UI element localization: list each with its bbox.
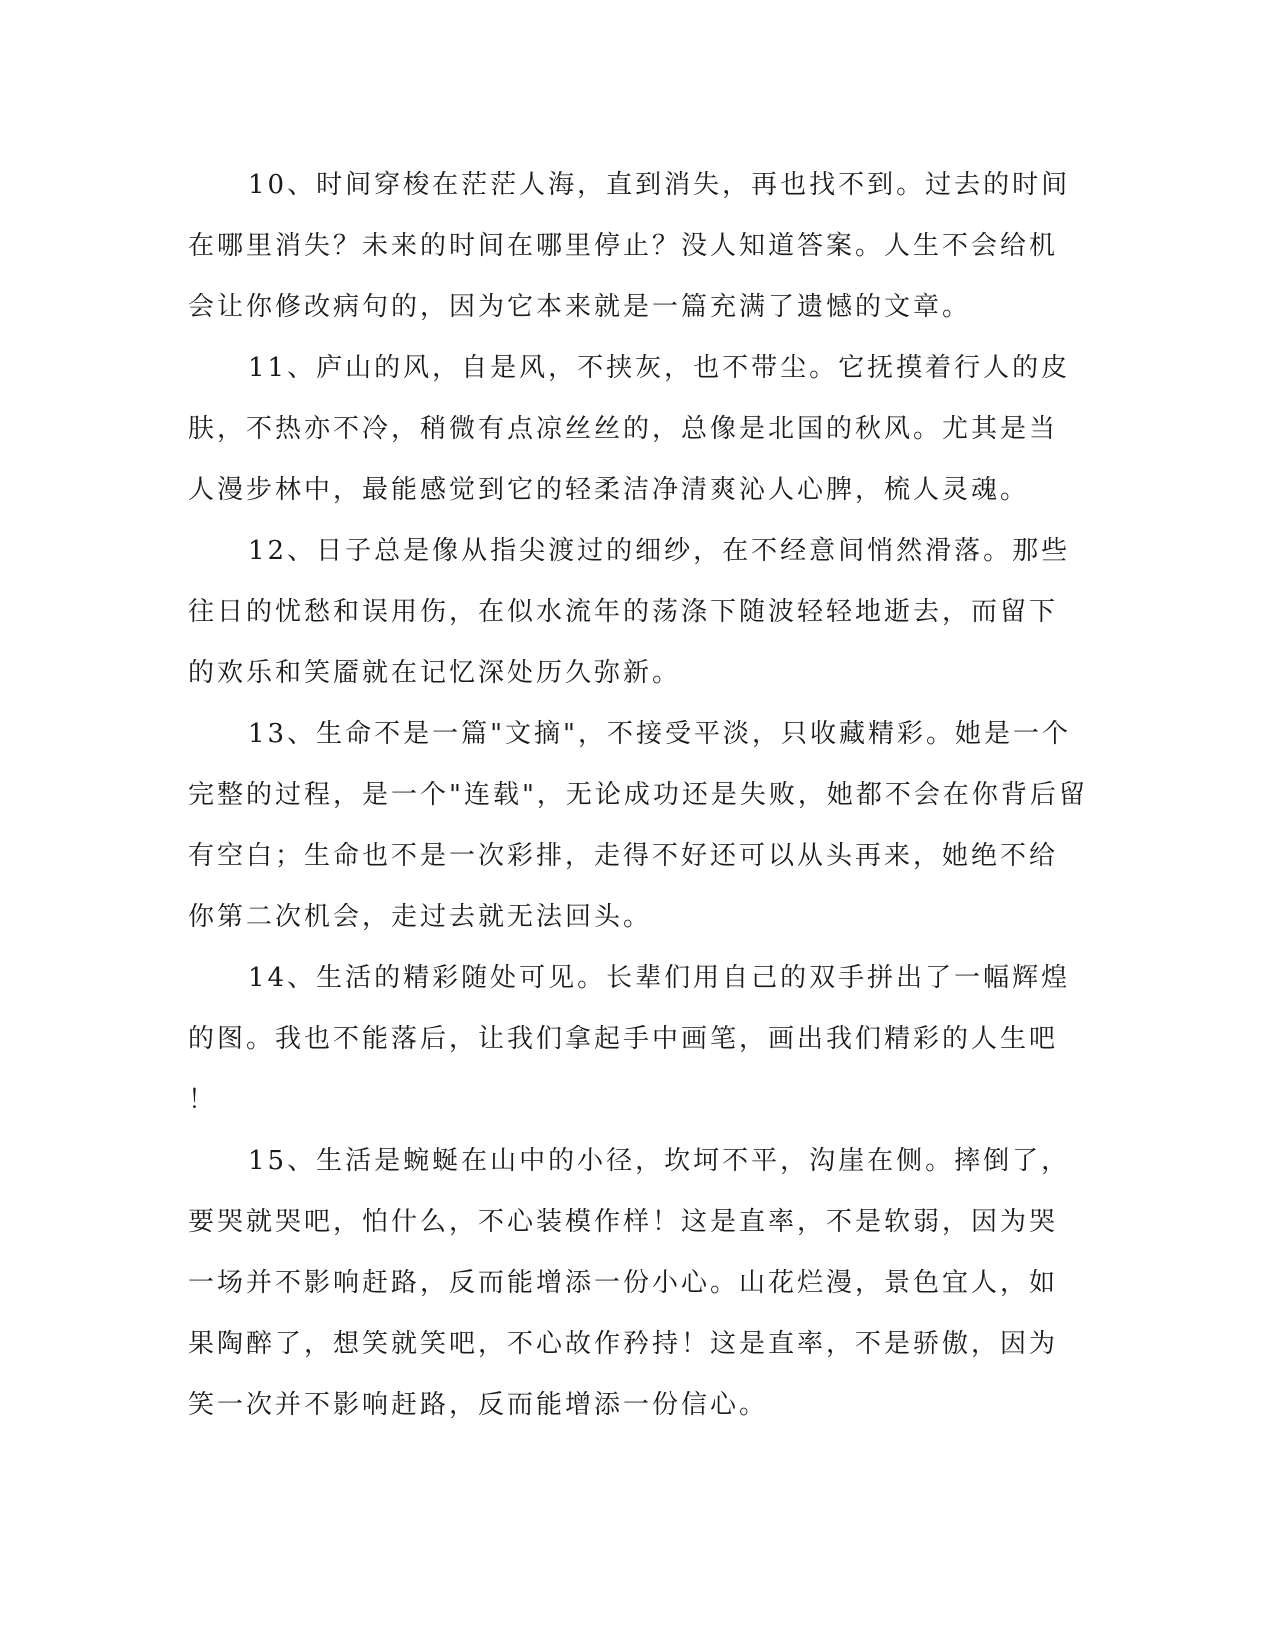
paragraph-line: 会让你修改病句的，因为它本来就是一篇充满了遗憾的文章。 (188, 292, 972, 322)
paragraph-15 (188, 1131, 1071, 1436)
paragraph-line: 11、庐山的风，自是风，不挟灰，也不带尘。它抚摸着行人的皮 (248, 353, 1071, 383)
paragraph-line: 15、生活是蜿蜒在山中的小径，坎坷不平，沟崖在侧。摔倒了， (248, 1146, 1071, 1176)
paragraph-line: 的图。我也不能落后，让我们拿起手中画笔，画出我们精彩的人生吧 (188, 1024, 1059, 1054)
paragraph-line: 一场并不影响赶路，反而能增添一份小心。山花烂漫，景色宜人，如 (188, 1268, 1059, 1298)
paragraph-line: 笑一次并不影响赶路，反而能增添一份信心。 (188, 1390, 769, 1420)
paragraph-line: 完整的过程，是一个"连载"，无论成功还是失败，她都不会在你背后留 (188, 780, 1088, 810)
paragraph-14 (188, 948, 1071, 1131)
paragraph-line: 13、生命不是一篇"文摘"，不接受平淡，只收藏精彩。她是一个 (248, 719, 1072, 749)
paragraph-line: 在哪里消失？未来的时间在哪里停止？没人知道答案。人生不会给机 (188, 231, 1059, 261)
paragraph-12 (188, 521, 1071, 704)
paragraph-line: 往日的忧愁和误用伤，在似水流年的荡涤下随波轻轻地逝去，而留下 (188, 597, 1059, 627)
paragraph-line: 人漫步林中，最能感觉到它的轻柔洁净清爽沁人心脾，梳人灵魂。 (188, 475, 1030, 505)
paragraph-13 (188, 704, 1088, 948)
paragraph-line: 要哭就哭吧，怕什么，不心装模作样！这是直率，不是软弱，因为哭 (188, 1207, 1059, 1237)
paragraph-line: 有空白；生命也不是一次彩排，走得不好还可以从头再来，她绝不给 (188, 841, 1059, 871)
paragraph-line: 的欢乐和笑靥就在记忆深处历久弥新。 (188, 658, 682, 688)
paragraph-line: 10、时间穿梭在茫茫人海，直到消失，再也找不到。过去的时间 (248, 170, 1071, 200)
paragraph-line: 14、生活的精彩随处可见。长辈们用自己的双手拼出了一幅辉煌 (248, 963, 1071, 993)
paragraph-line: 肤，不热亦不冷，稍微有点凉丝丝的，总像是北国的秋风。尤其是当 (188, 414, 1059, 444)
paragraph-11 (188, 338, 1071, 521)
document-body (188, 155, 1088, 1436)
paragraph-10 (188, 155, 1071, 338)
paragraph-line: 果陶醉了，想笑就笑吧，不心故作矜持！这是直率，不是骄傲，因为 (188, 1329, 1059, 1359)
paragraph-line: 12、日子总是像从指尖渡过的细纱，在不经意间悄然滑落。那些 (248, 536, 1071, 566)
paragraph-line: ！ (188, 1085, 218, 1115)
paragraph-line: 你第二次机会，走过去就无法回头。 (188, 902, 653, 932)
